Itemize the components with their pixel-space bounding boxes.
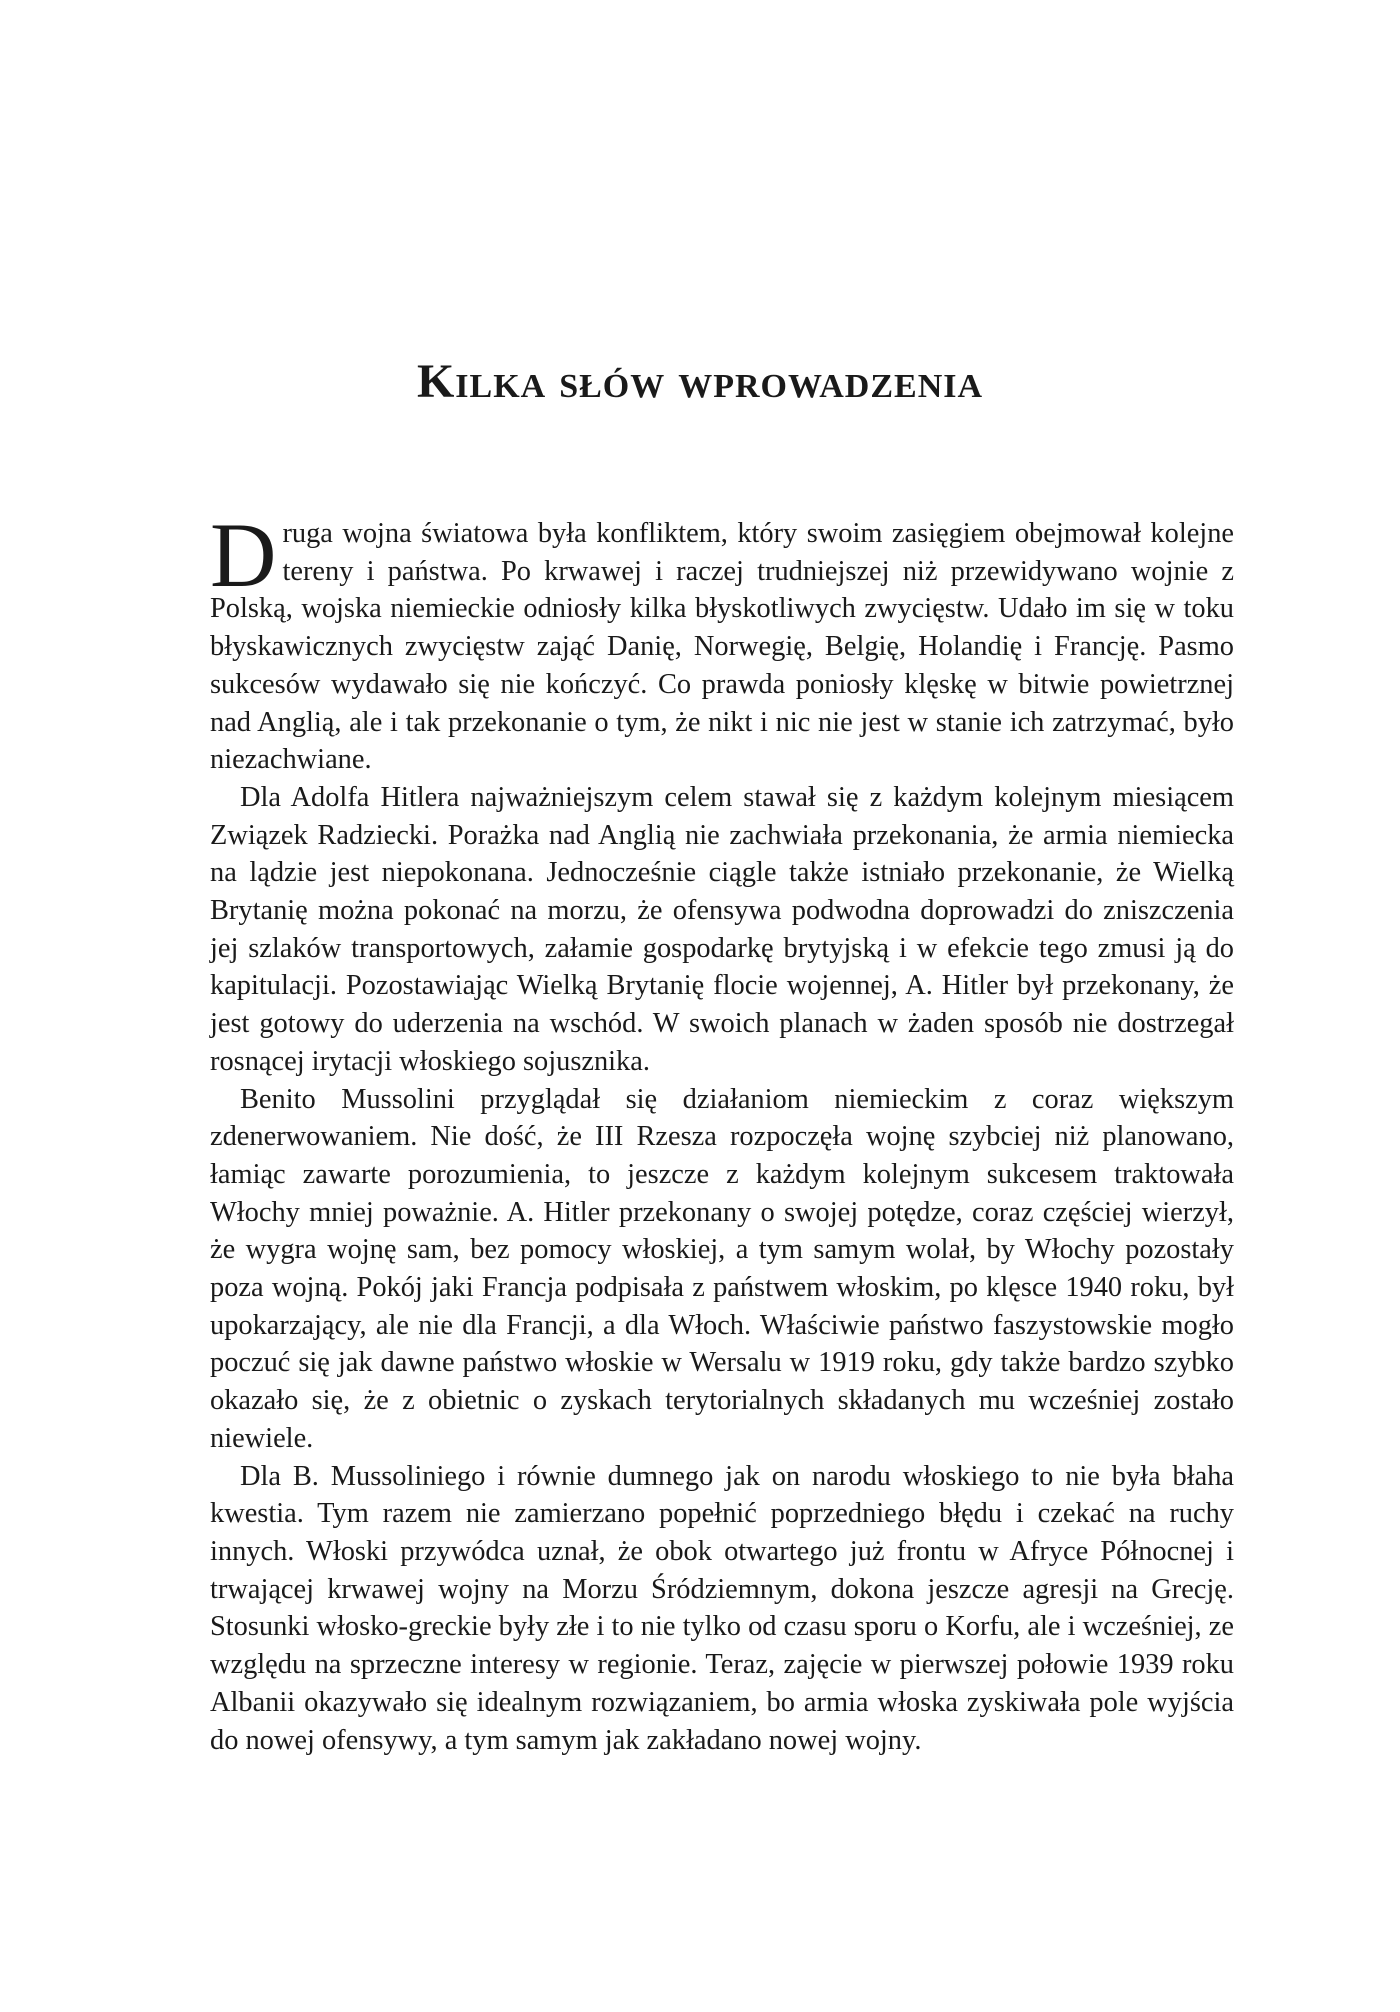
paragraph-3: Benito Mussolini przyglądał się działaniom niemieckim z coraz większym zdenerwowaniem. Nie dość, że III Rzesza rozpoczęła wojnę szybciej niż planowano, łamiąc zawarte porozumienia, to jeszcze z każdym kolejnym sukcesem traktowała Włochy mniej poważnie. A. Hitler przekonany o swojej potędze, coraz częściej wierzył, że wygra wojnę sam, bez pomocy włoskiej, a tym samym wolał, by Włochy pozostały poza wojną. Pokój jaki Francja podpisała z państwem włoskim, po klęsce 1940 roku, był upokarzający, ale nie dla Francji, a dla Włoch. Właściwie państwo faszystowskie mogło poczuć się jak dawne państwo włoskie w Wersalu w 1919 roku, gdy także bardzo szybko okazało się, że z obietnic o zyskach terytorialnych składanych mu wcześniej zostało niewiele. (210, 1083, 1234, 1454)
paragraph-1 (210, 504, 1234, 779)
paragraph-1-text: ruga wojna światowa była konfliktem, który swoim zasięgiem obejmował kolejne tereny i państwa. Po krwawej i raczej trudniejszej niż przewidywano wojnie z Polską, wojska niemieckie odniosły kilka błyskotliwych zwycięstw. Udało im się w toku błyskawicznych zwycięstw zająć Danię, Norwegię, Belgię, Holandię i Francję. Pasmo sukcesów wydawało się nie kończyć. Co prawda poniosły klęskę w bitwie powietrznej nad Anglią, ale i tak przekonanie o tym, że nikt i nic nie jest w stanie ich zatrzymać, było niezachwiane. (210, 518, 1234, 776)
paragraph-4: Dla B. Mussoliniego i równie dumnego jak on narodu włoskiego to nie była błaha kwestia. Tym razem nie zamierzano popełnić poprzedniego błędu i czekać na ruchy innych. Włoski przywódca uznał, że obok otwartego już frontu w Afryce Północnej i trwającej krwawej wojny na Morzu Śródziemnym, dokona jeszcze agresji na Grecję. Stosunki włosko-greckie były złe i to nie tylko od czasu sporu o Korfu, ale i wcześniej, ze względu na sprzeczne interesy w regionie. Teraz, zajęcie w pierwszej połowie 1939 roku Albanii okazywało się idealnym rozwiązaniem, bo armia włoska zyskiwała pole wyjścia do nowej ofensywy, a tym samym jak zakładano nowej wojny. (210, 1460, 1234, 1756)
body-text (210, 504, 1234, 1759)
chapter-title: Kilka słów wprowadzenia (416, 355, 984, 408)
paragraph-2: Dla Adolfa Hitlera najważniejszym celem stawał się z każdym kolejnym miesiącem Związek Radziecki. Porażka nad Anglią nie zachwiała przekonania, że armia niemiecka na lądzie jest niepokonana. Jednocześnie ciągle także istniało przekonanie, że Wielką Brytanię można pokonać na morzu, że ofensywa podwodna doprowadzi do zniszczenia jej szlaków transportowych, załamie gospodarkę brytyjską i w efekcie tego zmusi ją do kapitulacji. Pozostawiając Wielką Brytanię flocie wojennej, A. Hitler był przekonany, że jest gotowy do uderzenia na wschód. W swoich planach w żaden sposób nie dostrzegał rosnącej irytacji włoskiego sojusznika. (210, 781, 1234, 1077)
drop-cap: D (210, 504, 277, 606)
